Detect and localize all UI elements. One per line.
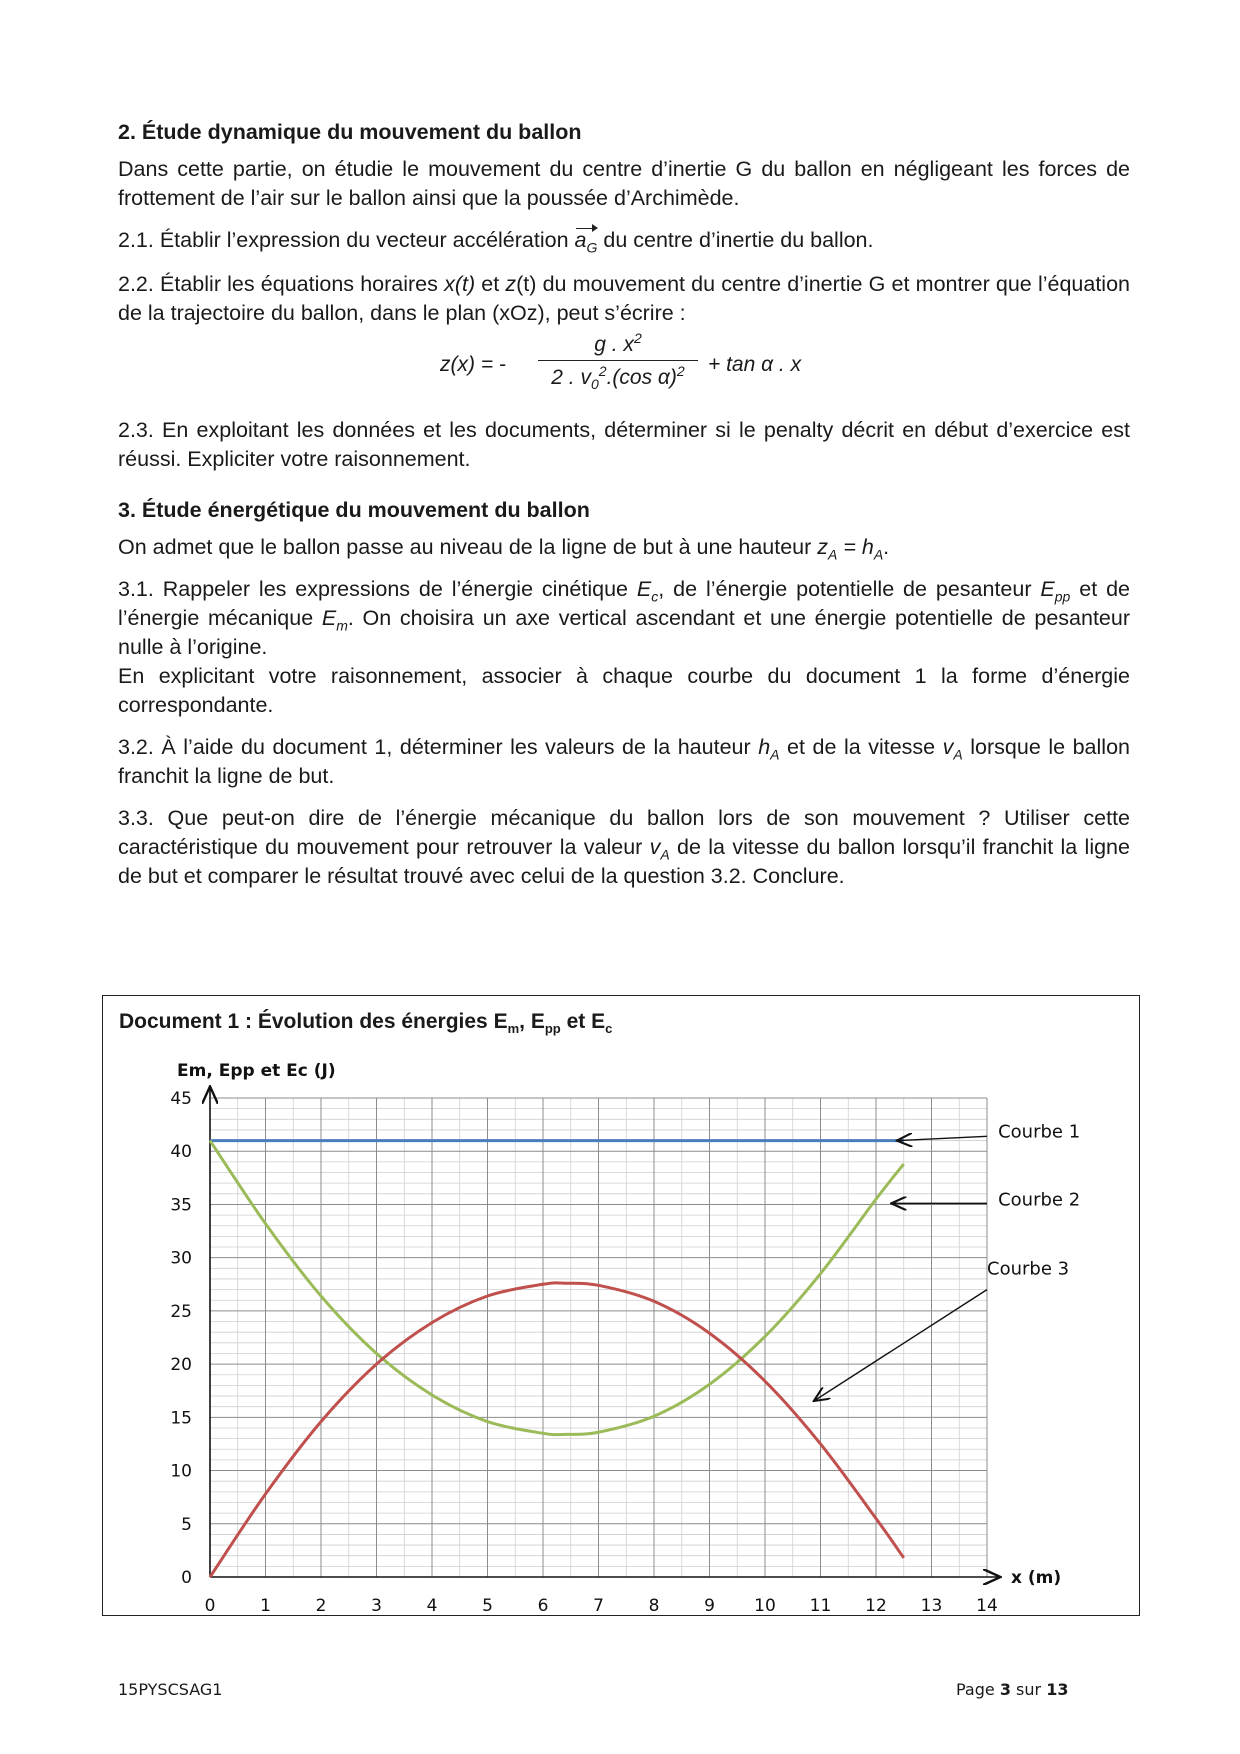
y-tick-label: 25 <box>170 1301 192 1322</box>
x-tick-label: 9 <box>704 1596 715 1616</box>
series-courbe-3 <box>210 1283 904 1577</box>
y-tick-label: 10 <box>170 1461 192 1482</box>
x-tick-label: 4 <box>426 1596 438 1616</box>
acceleration-vector: $a_G$ <box>574 228 598 256</box>
trajectory-formula: z(x) = - g . $x^2$ 2 . $v_0^2.(\cos$ α)$^2$ + tan α . x <box>440 330 802 393</box>
annotation-label-3: Courbe 3 <box>987 1258 1070 1280</box>
question-3-3: 3.3. Que peut-on dire de l’énergie mécanique du ballon lors de son mouvement ? Utiliser cette caractéristique du mouvement pour retrouver la valeur $v_A$ de la vitesse du ballon lorsqu’il franchit la ligne de but et comparer le résultat trouvé avec celui de la question 3.2. Conclure. <box>118 806 1130 888</box>
question-2-1: 2.1. Établir l’expression du vecteur accélération $a_G$ du centre d’inertie du ballon. <box>118 228 874 256</box>
x-tick-label: 1 <box>260 1596 271 1616</box>
x-tick-label: 5 <box>482 1596 493 1616</box>
x-tick-label: 13 <box>920 1596 943 1616</box>
y-tick-label: 35 <box>170 1195 192 1216</box>
y-tick-label: 30 <box>170 1248 192 1269</box>
y-tick-label: 40 <box>170 1142 192 1163</box>
question-2-3: 2.3. En exploitant les données et les documents, déterminer si le penalty décrit en début d’exercice est réussi. Expliciter votre raisonnement. <box>118 418 1130 471</box>
section-2-heading: 2. Étude dynamique du mouvement du ballon <box>118 120 582 144</box>
question-2-2: 2.2. Établir les équations horaires x(t) et z(t) du mouvement du centre d’inertie G et montrer que l’équation de la trajectoire du ballon, dans le plan (xOz), peut s’écrire : <box>118 272 1130 325</box>
y-tick-label: 5 <box>181 1514 192 1535</box>
document-1-title: Document 1 : Évolution des énergies $E_m$, $E_{pp}$ et $E_c$ <box>119 1010 613 1037</box>
x-tick-label: 3 <box>371 1596 382 1616</box>
y-tick-label: 0 <box>181 1568 192 1588</box>
annotation-label-2: Courbe 2 <box>998 1189 1081 1211</box>
footer-code: 15PYSCSAG1 <box>118 1680 223 1699</box>
x-tick-label: 11 <box>809 1596 832 1616</box>
x-tick-label: 10 <box>754 1596 776 1616</box>
question-3-1: 3.1. Rappeler les expressions de l’énergie cinétique $E_c$, de l’énergie potentielle de pesanteur $E_{pp}$ et de l’énergie mécanique $E_m$. On choisira un axe vertical ascendant et une énergie potentielle de pesanteur nulle à l’origine. En explicitant votre raisonnement, associer à chaque courbe du document 1 la forme d’énergie correspondante. <box>118 577 1130 717</box>
footer-page: Page 3 sur 13 <box>956 1680 1069 1699</box>
y-tick-label: 20 <box>170 1355 192 1376</box>
x-axis-label: x (m) <box>1011 1568 1062 1588</box>
x-tick-label: 12 <box>865 1596 887 1616</box>
section-3-heading: 3. Étude énergétique du mouvement du ballon <box>118 498 590 522</box>
x-tick-label: 7 <box>593 1596 604 1616</box>
x-tick-label: 14 <box>976 1596 998 1616</box>
document-1-box <box>102 995 1140 1616</box>
annotation-label-1: Courbe 1 <box>998 1121 1081 1143</box>
y-axis-label: Em, Epp et Ec (J) <box>177 1061 336 1081</box>
x-tick-label: 6 <box>537 1596 549 1616</box>
y-tick-label: 15 <box>170 1408 192 1429</box>
y-tick-label: 45 <box>170 1089 192 1109</box>
series-courbe-2 <box>210 1141 904 1435</box>
x-tick-label: 0 <box>204 1596 216 1616</box>
annotation-arrow-1 <box>898 1136 987 1140</box>
x-tick-label: 8 <box>648 1596 660 1616</box>
x-tick-label: 2 <box>315 1596 327 1616</box>
section-3-intro: On admet que le ballon passe au niveau de la ligne de but à une hauteur $z_A = h_A$. <box>118 535 890 563</box>
annotation-arrow-3 <box>815 1290 987 1401</box>
question-3-2: 3.2. À l’aide du document 1, déterminer les valeurs de la hauteur $h_A$ et de la vitesse $v_A$ lorsque le ballon franchit la ligne de but. <box>118 735 1130 788</box>
page-content <box>118 118 1130 904</box>
section-2-intro: Dans cette partie, on étudie le mouvement du centre d’inertie G du ballon en négligeant les forces de frottement de l’air sur le ballon ainsi que la poussée d’Archimède. <box>118 157 1130 210</box>
formula-fraction: g . $x^2$ 2 . $v_0^2.(\cos$ α)$^2$ <box>538 330 698 392</box>
energy-chart <box>103 996 1141 1617</box>
